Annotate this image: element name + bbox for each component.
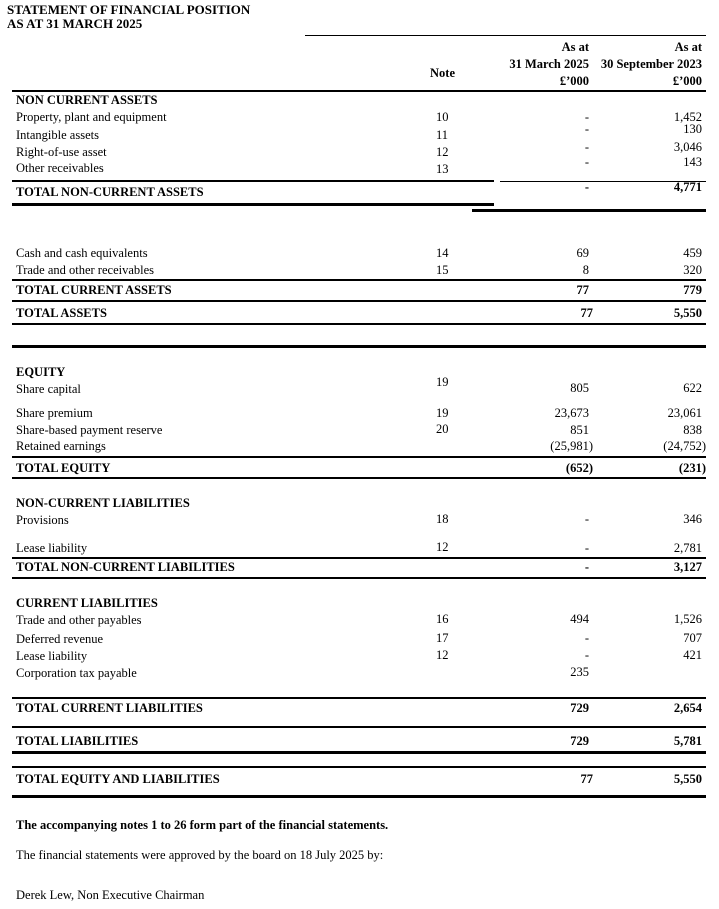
table-row-label: Trade and other payables [16, 613, 142, 627]
rule [12, 456, 706, 458]
table-row-value-2023: 459 [683, 246, 702, 260]
total-non-current-liabilities-label: TOTAL NON-CURRENT LIABILITIES [16, 560, 235, 574]
col1-header-line2: 31 March 2025 [509, 57, 589, 71]
table-row-value-2023: 838 [683, 423, 702, 437]
rule [12, 557, 706, 559]
table-row-note: 12 [436, 145, 449, 159]
table-row-label: Trade and other receivables [16, 263, 155, 277]
col2-header-line2: 30 September 2023 [600, 57, 702, 71]
table-row-note: 19 [436, 375, 449, 389]
rule [12, 751, 706, 754]
total-equity-and-liabilities-2025: 77 [580, 772, 593, 786]
table-row-note: 18 [436, 512, 449, 526]
statement-title: STATEMENT OF FINANCIAL POSITION [7, 2, 251, 17]
table-row-label: Other receivables [16, 161, 104, 175]
table-row-value-2023: 707 [683, 631, 702, 645]
table-row-note: 12 [436, 648, 449, 662]
rule [12, 345, 706, 348]
rule [12, 697, 706, 699]
table-row-value-2023: 3,046 [673, 140, 702, 154]
total-assets-label: TOTAL ASSETS [16, 306, 107, 320]
notes-statement: The accompanying notes 1 to 26 form part of the financial statements. [16, 818, 389, 832]
table-row-label: Cash and cash equivalents [16, 246, 148, 260]
table-row-value-2023: (24,752) [663, 439, 706, 453]
total-liabilities-label: TOTAL LIABILITIES [16, 734, 139, 748]
table-row-note: 16 [436, 612, 449, 626]
table-row-value-2025: - [584, 541, 589, 555]
total-current-assets-2023: 779 [683, 283, 702, 297]
table-row-value-2025: - [584, 648, 589, 662]
table-row-label: Deferred revenue [16, 632, 104, 646]
non-current-assets-heading: NON CURRENT ASSETS [16, 93, 158, 107]
rule [12, 279, 706, 281]
table-row-value-2025: - [584, 155, 589, 169]
total-equity-label: TOTAL EQUITY [16, 461, 111, 475]
table-row-value-2023: 130 [683, 122, 702, 136]
current-liabilities-heading: CURRENT LIABILITIES [16, 596, 158, 610]
table-row-value-2023: 421 [683, 648, 702, 662]
table-row-value-2025: - [584, 512, 589, 526]
table-row-label: Lease liability [16, 649, 88, 663]
table-row-value-2025: 235 [570, 665, 589, 679]
table-row-value-2025: - [584, 122, 589, 136]
total-current-liabilities-2023: 2,654 [673, 701, 702, 715]
rule [12, 180, 494, 182]
col1-header-unit: £’000 [559, 74, 589, 88]
table-row-label: Intangible assets [16, 128, 99, 142]
rule [12, 726, 706, 728]
total-non-current-assets-2025: - [584, 180, 589, 194]
rule [12, 203, 494, 206]
rule [12, 766, 706, 768]
total-current-assets-2025: 77 [576, 283, 589, 297]
table-row-note: 10 [436, 110, 449, 124]
table-row-value-2025: 494 [570, 612, 589, 626]
rule [472, 209, 706, 212]
statement-date: AS AT 31 MARCH 2025 [7, 16, 143, 31]
total-current-liabilities-2025: 729 [570, 701, 589, 715]
total-liabilities-2023: 5,781 [673, 734, 702, 748]
rule [12, 795, 706, 798]
table-row-label: Retained earnings [16, 439, 106, 453]
approval-statement: The financial statements were approved by the board on 18 July 2025 by: [16, 848, 384, 862]
table-row-label: Share capital [16, 382, 81, 396]
total-equity-2025: (652) [565, 461, 593, 475]
table-row-label: Property, plant and equipment [16, 110, 167, 124]
table-row-note: 14 [436, 246, 449, 260]
table-row-value-2025: - [584, 140, 589, 154]
header-top-rule [305, 35, 706, 36]
total-liabilities-2025: 729 [570, 734, 589, 748]
signatory: Derek Lew, Non Executive Chairman [16, 888, 205, 902]
table-row-label: Right-of-use asset [16, 145, 107, 159]
table-row-value-2023: 143 [683, 155, 702, 169]
table-row-value-2023: 622 [683, 381, 702, 395]
table-row-label: Corporation tax payable [16, 666, 137, 680]
col1-header-line1: As at [561, 40, 589, 54]
rule [12, 300, 706, 302]
table-row-value-2025: 69 [576, 246, 589, 260]
table-row-note: 12 [436, 540, 449, 554]
total-non-current-assets-label: TOTAL NON-CURRENT ASSETS [16, 185, 204, 199]
table-row-value-2025: 805 [570, 381, 589, 395]
table-row-label: Lease liability [16, 541, 88, 555]
note-column-header: Note [430, 66, 455, 80]
table-row-value-2023: 346 [683, 512, 702, 526]
table-row-label: Share premium [16, 406, 93, 420]
table-row-note: 13 [436, 162, 449, 176]
total-current-assets-label: TOTAL CURRENT ASSETS [16, 283, 172, 297]
table-row-label: Share-based payment reserve [16, 423, 163, 437]
table-row-note: 19 [436, 406, 449, 420]
total-non-current-liabilities-2025: - [584, 560, 589, 574]
non-current-liabilities-heading: NON-CURRENT LIABILITIES [16, 496, 190, 510]
total-assets-2023: 5,550 [673, 306, 702, 320]
table-row-label: Provisions [16, 513, 69, 527]
total-equity-and-liabilities-label: TOTAL EQUITY AND LIABILITIES [16, 772, 220, 786]
table-row-note: 17 [436, 631, 449, 645]
table-row-value-2023: 23,061 [667, 406, 702, 420]
col2-header-line1: As at [674, 40, 702, 54]
total-equity-2023: (231) [678, 461, 706, 475]
total-assets-2025: 77 [580, 306, 593, 320]
total-non-current-assets-2023: 4,771 [673, 180, 702, 194]
equity-heading: EQUITY [16, 365, 66, 379]
table-row-value-2025: 8 [582, 263, 589, 277]
table-row-value-2025: - [584, 631, 589, 645]
table-row-value-2025: - [584, 110, 589, 124]
table-row-value-2025: (25,981) [550, 439, 593, 453]
table-row-value-2023: 320 [683, 263, 702, 277]
table-row-value-2023: 2,781 [673, 541, 702, 555]
rule [12, 323, 706, 325]
table-row-note: 20 [436, 422, 449, 436]
table-row-value-2025: 851 [570, 423, 589, 437]
col2-header-unit: £’000 [672, 74, 702, 88]
table-row-note: 15 [436, 263, 449, 277]
header-bottom-rule [12, 90, 706, 92]
table-row-value-2025: 23,673 [554, 406, 589, 420]
total-non-current-liabilities-2023: 3,127 [673, 560, 702, 574]
rule [12, 577, 706, 579]
rule [12, 477, 706, 479]
total-current-liabilities-label: TOTAL CURRENT LIABILITIES [16, 701, 203, 715]
total-equity-and-liabilities-2023: 5,550 [673, 772, 702, 786]
table-row-note: 11 [436, 128, 449, 142]
table-row-value-2023: 1,526 [673, 612, 702, 626]
table-row-value-2023: 1,452 [673, 110, 702, 124]
